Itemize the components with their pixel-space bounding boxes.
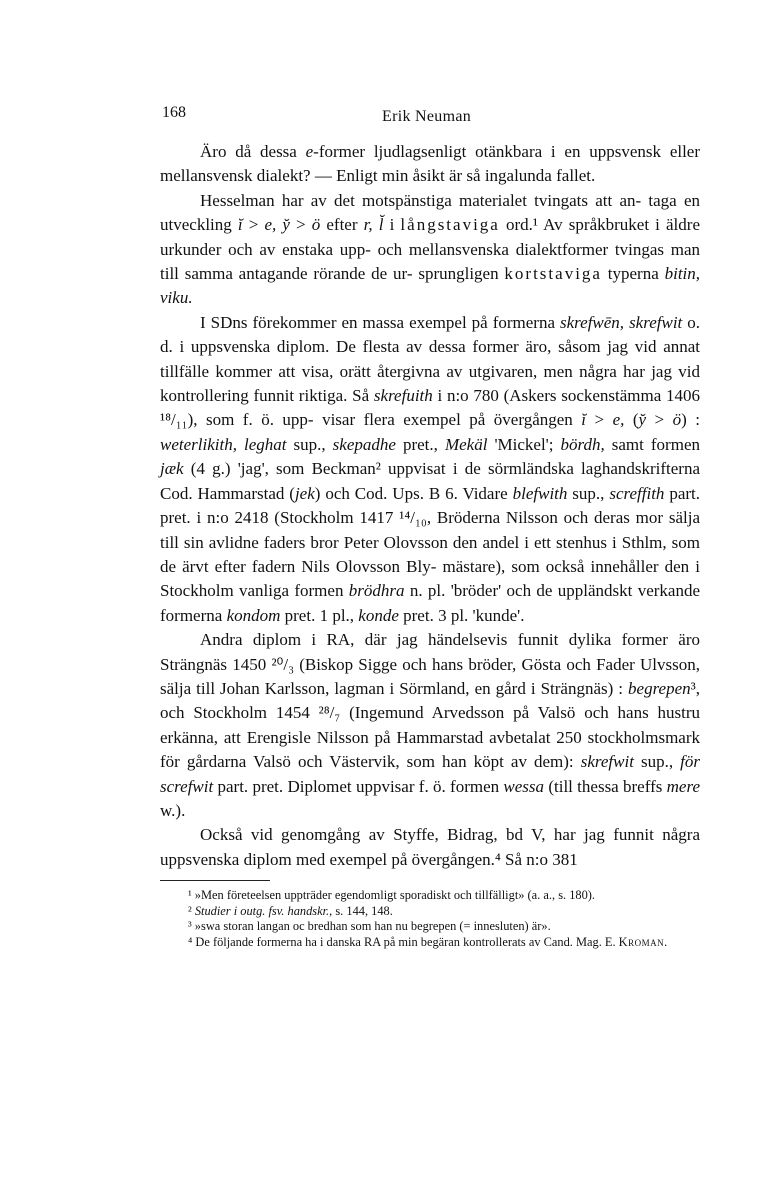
text-run: Fader Ulvsson, sälja till Johan Karlsson, lagman i Sörmland, en — [160, 654, 700, 698]
text-run: i n:o 780 (Askers sockenstämma 1406 ¹⁸/₁₁), som f. ö. upp- — [160, 386, 701, 430]
text-run: pret. 1 pl., — [284, 605, 359, 625]
text-run: begrepen — [628, 678, 691, 698]
text-run: e — [305, 142, 314, 161]
text-run: ( — [624, 410, 639, 430]
text-run: fallet. — [556, 166, 596, 186]
text-run: (till thessa breffs — [544, 776, 663, 796]
text-run: taga en utveckling — [160, 190, 700, 235]
text-run: -former ljudlagsenligt otänkbara i en uppsvensk — [313, 142, 662, 161]
footnote-run: . — [664, 934, 668, 949]
text-run: på Hammarstad avbetalat 250 stockholmsmark för gårdarna Valsö — [160, 727, 701, 772]
text-run: part. pret. Diplomet uppvisar f. ö. formen — [217, 776, 504, 796]
text-run: dialektformer tvingas man till samma antagande rörande de ur- — [160, 239, 701, 284]
text-run: sup., — [567, 483, 610, 503]
text-run: ö — [311, 215, 321, 235]
text-run: n. pl. 'bröder' och de uppländskt verkande formerna — [160, 581, 700, 625]
text-run: skepadhe — [332, 434, 396, 454]
text-run: screffith — [609, 483, 665, 503]
text-run: efter — [320, 215, 364, 235]
text-run: Hammarstad ( — [197, 483, 295, 503]
text-run: ĭ — [581, 410, 587, 430]
text-run: w.). — [160, 800, 186, 820]
text-run: wessa — [503, 776, 545, 796]
page-number: 168 — [162, 104, 186, 121]
text-run: sprungligen — [418, 264, 505, 284]
footnote — [150, 935, 702, 951]
paragraph — [160, 140, 700, 189]
text-run: brödhra — [348, 581, 405, 601]
text-run: kondom — [226, 605, 281, 625]
text-run: skrefuith — [373, 386, 433, 406]
text-run: o. d. i uppsvenska diplom. De flesta av dessa former äro, — [160, 312, 701, 357]
text-run: typerna — [601, 264, 665, 284]
text-run: skrefwēn, — [560, 312, 625, 332]
text-run: ö — [672, 410, 682, 430]
paragraph — [160, 628, 700, 823]
text-run: > — [242, 215, 265, 235]
text-run: ) : — [681, 410, 700, 430]
text-run: I SDns förekommer en massa exempel på formerna — [200, 312, 560, 332]
footnote-run: ⁴ De följande formerna ha i danska RA på min begäran kontrollerats av Cand. — [188, 934, 573, 949]
footnotes — [150, 888, 702, 950]
footnote — [150, 888, 702, 904]
text-run: Också vid genomgång av Styffe, Bidrag, bd V, har jag funnit — [200, 825, 654, 845]
text-run: sup., — [633, 752, 681, 772]
text-run: äro Strängnäs 1450 ²⁰/₃ (Biskop Sigge och hans bröder, Gösta och — [160, 630, 700, 674]
text-run: för screfwit — [160, 752, 700, 796]
text-run: Äro då dessa — [200, 142, 306, 161]
text-run: skrefwit — [580, 752, 634, 772]
text-run: i — [383, 215, 401, 235]
text-run: y̆ — [638, 410, 647, 430]
text-run: Arvedsson på Valsö och hans hustru erkänna, att Erengisle Nilsson — [160, 703, 701, 747]
text-run: 'Mickel'; — [487, 434, 561, 454]
text-run: bitin, viku. — [160, 264, 701, 308]
text-run: pret. 3 pl. 'kunde'. — [398, 605, 525, 625]
text-run: 'jag', som Beckman² uppvisat i de sörmländska laghandskrifterna Cod. — [160, 459, 701, 503]
paragraph — [160, 189, 700, 311]
text-run: e, y̆ — [264, 215, 290, 235]
text-run: skrefwit — [629, 312, 683, 332]
text-run: konde — [358, 605, 399, 625]
footnote-rule — [160, 880, 270, 881]
footnote — [150, 904, 702, 920]
text-run: e, — [612, 410, 625, 430]
text-run: i ett stenhus i Sthlm, som de ärvt efter fadern Nils Olovsson Bly- — [160, 532, 701, 576]
text-run: såsom jag vid annat tillfälle kommer att visa, orätt återgivna av — [160, 337, 701, 381]
text-run: bördh, — [560, 434, 605, 454]
text-run: språkbruket i äldre urkunder och av enstaka upp- och mellansvenska — [160, 215, 700, 259]
text-run: och Västervik, som han köpt av dem): — [297, 752, 581, 772]
footnote-run: Kroman — [618, 934, 665, 949]
text-run: långstaviga — [400, 215, 500, 235]
text-run: sup., — [293, 434, 333, 454]
text-run: kortstaviga — [504, 264, 602, 284]
text-run: mästare), som också innehåller den i Stockholm vanliga formen — [160, 556, 700, 601]
text-run: jæk — [160, 459, 184, 479]
text-run: > — [289, 215, 312, 235]
text-run: Hesselman har av det motspänstiga materialet tvingats att an- — [200, 190, 642, 210]
text-run: ĭ — [237, 215, 243, 235]
text-run: blefwith — [512, 483, 568, 503]
text-run: jek — [294, 483, 315, 503]
paragraph — [160, 823, 700, 872]
text-run: Mekäl — [444, 434, 488, 454]
footnote — [150, 919, 702, 935]
text-run: r, l̆ — [363, 215, 384, 235]
text-run: > — [646, 410, 673, 430]
footnote-run: s. 144, 148. — [332, 903, 393, 918]
text-run: deras mor sälja till sin avlidne faders bror Peter Olovsson den andel — [160, 508, 701, 552]
footnote-run: Mag. E. — [575, 934, 619, 949]
body-text — [160, 140, 700, 872]
text-run: part. pret. i n:o 2418 (Stockholm 1417 ¹⁴/₁₀, Bröderna Nilsson och — [160, 483, 701, 528]
text-run: ³, och Stockholm 1454 ²⁸/₇ (Ingemund — [160, 678, 701, 723]
text-run: visar flera exempel på övergången — [322, 410, 582, 430]
text-run: > — [586, 410, 613, 430]
text-run: weterlikith, leghat — [160, 434, 287, 454]
text-run: några uppsvenska diplom med exempel på övergången.⁴ Så n:o 381 — [160, 825, 701, 869]
text-run: mere — [666, 776, 701, 796]
text-run: eller mellansvensk dialekt? — Enligt min åsikt är så ingalunda — [160, 142, 701, 186]
paragraph — [160, 311, 700, 628]
footnote-run: ² — [188, 903, 195, 918]
text-run: samt formen — [604, 434, 700, 454]
text-run: Andra diplom i RA, där jag händelsevis funnit dylika former — [200, 630, 668, 650]
running-head: Erik Neuman — [382, 108, 472, 125]
text-run: (4 g.) — [183, 459, 231, 479]
text-run: gård i Strängnäs) : — [495, 678, 629, 698]
text-run: utgivaren, men några har jag vid kontrollering funnit riktiga. Så — [160, 361, 701, 406]
text-run: ) och Cod. Ups. B 6. Vidare — [314, 483, 513, 503]
text-run: pret., — [395, 434, 445, 454]
text-run: ord.¹ Av — [499, 215, 563, 235]
footnote-run: ¹ »Men företeelsen uppträder egendomligt sporadiskt och tillfälligt» (a. a., — [188, 888, 556, 902]
footnote-run: ³ »swa storan langan oc bredhan som han nu begrepen (= innesluten) är». — [188, 919, 551, 934]
page-header — [162, 104, 702, 128]
footnote-run: Studier i outg. fsv. handskr., — [194, 903, 333, 918]
footnote-run: s. 180). — [558, 888, 596, 902]
